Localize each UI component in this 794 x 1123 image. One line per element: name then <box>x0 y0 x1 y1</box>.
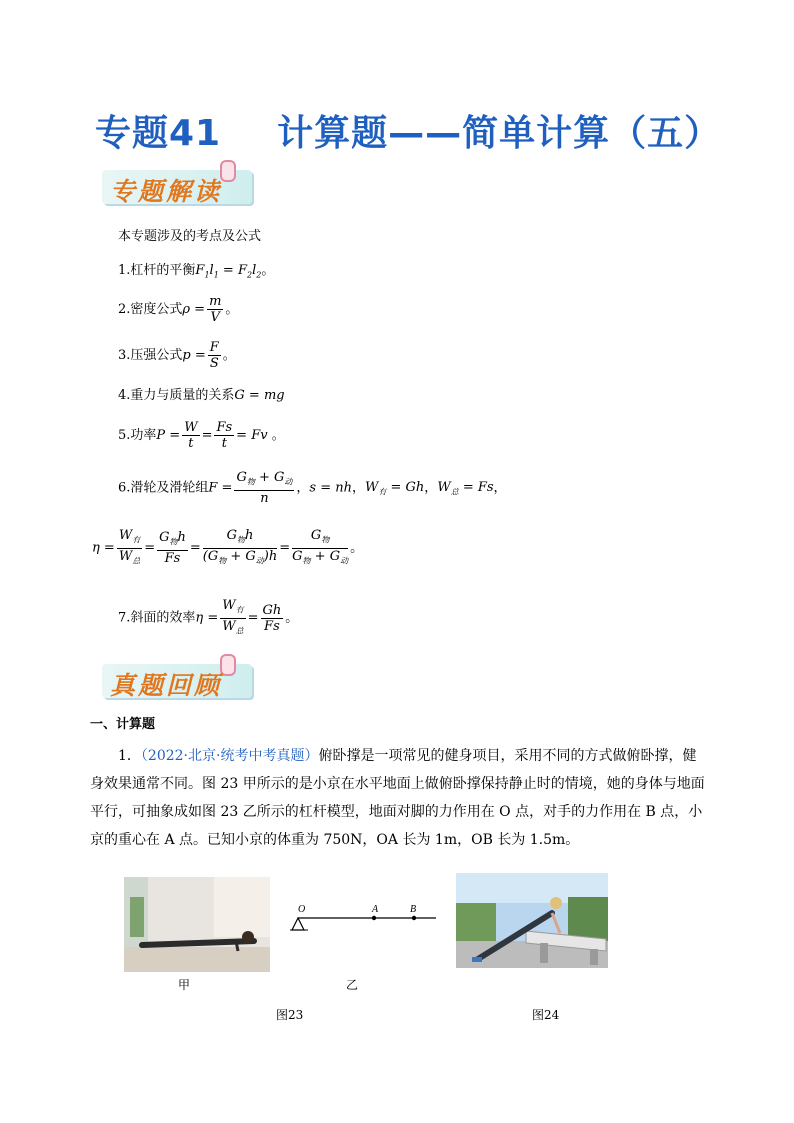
section-heading: 一、计算题 <box>90 717 156 732</box>
point-b-label: B <box>410 904 417 915</box>
point-b-dot <box>412 916 416 920</box>
point-a-label: A <box>372 904 379 915</box>
page-title: 专题41 计算题——简单计算（五） <box>95 113 722 154</box>
intro-text: 本专题涉及的考点及公式 <box>118 229 262 244</box>
formula-1: 1.杠杆的平衡$F_1l_1 = F_2l_2$。 <box>118 263 275 280</box>
formula-2: 2.密度公式ρ = $\frac{m}{V}$ 。 <box>118 294 239 325</box>
formula-7: 7.斜面的效率η = $\frac{W_有}{W_总}$ = $\frac{Gh}{Fs}$ 。 <box>118 598 299 636</box>
problem-1: 1．（2022·北京·统考中考真题）俯卧撑是一项常见的健身项目，采用不同的方式做俯卧撑，健身效果通常不同。图 23 甲所示的是小京在水平地面上做俯卧撑保持静止时的情境，她的身体与地面平行，可抽象成如图 23 乙所示的杠杆模型，地面对脚的力作用在 O 点，对手的力作用在 B 点，小京的重心在 A 点。已知小京的体重为 750N，OA 长为 1m，OB 长为 1.5m。 <box>90 748 705 848</box>
formula-6-efficiency: η = $\frac{W_有}{W_总}$ = $\frac{G_物h}{Fs}$ = $\frac{G_物h}{(G_物 + G_动)h}$ = $\frac{G_物}{G_物 + G_动}$ 。 <box>92 528 364 566</box>
point-a-dot <box>372 916 376 920</box>
clip-icon <box>220 160 236 182</box>
section-banner-topic: 专题解读 <box>96 160 256 208</box>
formula-6: 6.滑轮及滑轮组F = $\frac{G_物 + G_动}{n}$ ，s = nh，$W_有 = Gh$，$W_总 = Fs$， <box>118 470 507 506</box>
pushup-photo <box>124 877 270 972</box>
formula-4: 4.重力与质量的关系G = mg <box>118 388 285 403</box>
section-banner-review: 真题回顾 <box>96 654 256 702</box>
formula-5: 5.功率P = $\frac{W}{t}$ = $\frac{Fs}{t}$ = Fv 。 <box>118 420 285 451</box>
formula-3: 3.压强公式p = $\frac{F}{S}$ 。 <box>118 340 236 371</box>
caption-fig23: 图23 <box>276 1008 304 1022</box>
lever-diagram <box>290 900 440 940</box>
label-yi: 乙 <box>346 978 359 992</box>
problem-source: （2022·北京·统考中考真题） <box>140 748 319 764</box>
bench-pushup-photo <box>456 873 608 968</box>
clip-icon <box>220 654 236 676</box>
label-jia: 甲 <box>178 978 191 992</box>
pivot-icon <box>292 918 304 930</box>
caption-fig24: 图24 <box>532 1008 560 1022</box>
point-o-label: O <box>298 904 306 915</box>
